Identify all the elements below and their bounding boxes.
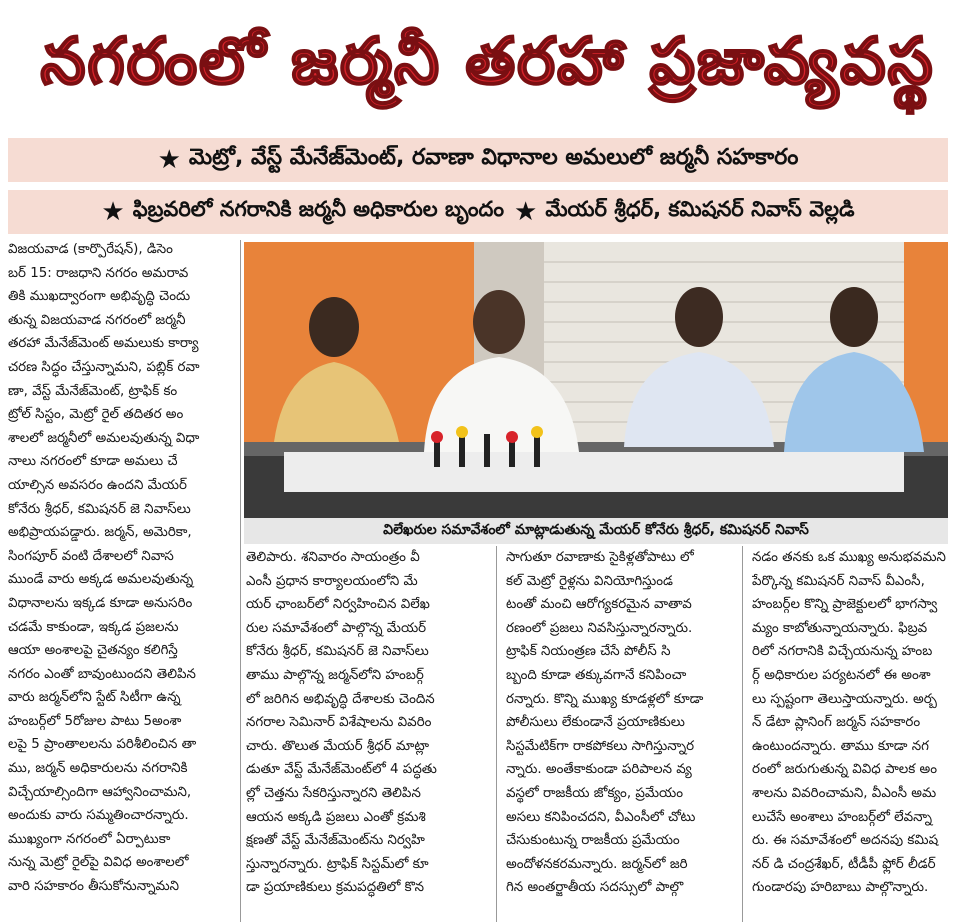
subheading-1: [8, 138, 948, 182]
subheading-3-text: మేయర్ శ్రీధర్, కమిషనర్ నివాస్ వెల్లడి: [545, 197, 855, 221]
article-column-1: విజయవాడ (కార్పొరేషన్), డిసెం బర్ 15: రాజధాని నగరం అమరావ తికి ముఖద్వారంగా అభివృద్ధి చెందు తున్న విజయవాడ నగరంలో జర్మనీ తరహా మేనేజ్‌మెంట్ అమలుకు కార్యా చరణ సిద్ధం చేస్తున్నామని, పబ్లిక్ రవా ణా, వేస్ట్ మేనేజ్‌మెంట్, ట్రాఫిక్ కం ట్రోల్ సిస్టం, మెట్రో రైల్ తదితర అం శాలలో జర్మనీలో అమలవుతున్న విధా నాలు నగరంలో కూడా అమలు చే యాల్సిన అవసరం ఉందని మేయర్ కోనేరు శ్రీధర్, కమిషనర్ జె నివాస్‌లు అభిప్రాయపడ్డారు. జర్మన్, అమెరికా, సింగపూర్ వంటి దేశాలలో నివాస ముండే వారు అక్కడ అమలవుతున్న విధానాలను ఇక్కడ కూడా అనుసరిం చడమే కాకుండా, ఇక్కడ ప్రజలను ఆయా అంశాలపై చైతన్యం కలిగిస్తే నగరం ఎంతో బావుంటుందని తెలిపిన వారు జర్మన్‌లోని స్టేట్ సిటీగా ఉన్న హంబర్గ్‌లో 5రోజుల పాటు 5అంశా లపై 5 ప్రాంతాలలను పరిశీలించిన తా ము, జర్మన్ అధికారులను నగరానికి విచ్చేయాల్సిందిగా ఆహ్వానించామని, అందుకు వారు సమ్మతించారన్నారు. ముఖ్యంగా నగరంలో ఏర్పాటుకా నున్న మెట్రో రైల్‌పై వివిధ అంశాలలో వారి సహకారం తీసుకోనున్నామని: [8, 242, 200, 895]
star-icon: ★: [514, 197, 538, 227]
subheading-1-text: మెట్రో, వేస్ట్ మేనేజ్‌మెంట్, రవాణా విధానాల అమలులో జర్మనీ సహకారం: [188, 145, 799, 170]
headline-text: నగరంలో జర్మనీ తరహా ప్రజావ్యవస్థ: [40, 24, 935, 99]
photo-caption: [244, 518, 948, 544]
star-icon: ★: [101, 197, 125, 227]
article-column-2: తెలిపారు. శనివారం సాయంత్రం వీ ఎంసీ ప్రధాన కార్యాలయంలోని మే యర్ ఛాంబర్‌లో నిర్వహించిన విలేఖ రుల సమావేశంలో పాల్గొన్న మేయర్ కోనేరు శ్రీధర్, కమిషనర్ జె నివాస్‌లు తాము పాల్గొన్న జర్మన్‌లోని హంబర్గ్ లో జరిగిన అభివృద్ధి దేశాలకు చెందిన నగరాల సెమినార్ విశేషాలను వివరిం చారు. తొలుత మేయర్ శ్రీధర్ మాట్లా డుతూ వేస్ట్ మేనేజ్‌మెంట్‌లో 4 పద్ధతు ల్లో చెత్తను సేకరిస్తున్నారని తెలిపిన ఆయన అక్కడి ప్రజలు ఎంతో క్రమశి క్షణతో వేస్ట్ మేనేజ్‌మెంట్‌ను నిర్వహి స్తున్నారన్నారు. ట్రాఫిక్ సిస్టమ్‌లో కూ డా ప్రయాణికులు క్రమపద్ధతిలో కొన: [246, 550, 437, 896]
article-column-3: సాగుతూ రవాణాకు సైకిళ్లతోపాటు లో కల్ మెట్రో రైళ్లను వినియోగిస్తుండ టంతో మంచి ఆరోగ్యకరమైన వాతావ రణంలో ప్రజలు నివసిస్తున్నారన్నారు. ట్రాఫిక్ నియంత్రణ చేసే పోలీస్ సి బ్బంది కూడా తక్కువగానే కనిపించా రన్నారు. కొన్ని ముఖ్య కూడళ్లలో కూడా పోలీసులు లేకుండానే ప్రయాణికులు సిస్టమేటిక్‌గా రాకపోకలు సాగిస్తున్నార న్నారు. అంతేకాకుండా పరిపాలన వ్య వస్థలో రాజకీయ జోక్యం, ప్రమేయం అసలు కనిపించదని, వీఎంసీలో చోటు చేసుకుంటున్న రాజకీయ ప్రమేయం అందోళనకరమన్నారు. జర్మన్‌లో జరి గిన అంతర్జాతీయ సదస్సులో పాల్గొ: [506, 550, 704, 896]
star-icon: ★: [157, 145, 181, 175]
press-conference-photo: [244, 242, 948, 518]
column-divider: [240, 240, 241, 922]
subheading-2-text: ఫిబ్రవరిలో నగరానికి జర్మనీ అధికారుల బృందం: [132, 197, 504, 221]
column-divider: [742, 546, 743, 922]
photo-caption-text: విలేఖరుల సమావేశంలో మాట్లాడుతున్న మేయర్ కోనేరు శ్రీధర్, కమిషనర్ నివాస్: [383, 521, 809, 538]
headline: [0, 0, 975, 138]
article-column-4: నడం తనకు ఒక ముఖ్య అనుభవమని పేర్కొన్న కమిషనర్ నివాస్ వీఎంసీ, హంబర్గ్‌ల కొన్ని ప్రాజెక్టులలో భాగస్వా మ్యం కాబోతున్నాయన్నారు. ఫిబ్రవ రిలో నగరానికి విచ్చేయనున్న హంబ ర్గ్ అధికారుల పర్యటనలో ఈ అంశా లు స్పష్టంగా తెలుస్తాయన్నారు. అర్బ న్ డేటా ప్లానింగ్ జర్మన్ సహకారం ఉంటుందన్నారు. తాము కూడా నగ రంలో జరుగుతున్న వివిధ పాలక అం శాలను వివరించామని, వీఎంసీ అమ లుచేసే అంశాలు హంబర్గ్‌లో లేవన్నా రు. ఈ సమావేశంలో అదనపు కమిష నర్ డి చంద్రశేఖర్, టీడీపీ ఫ్లోర్ లీడర్ గుండారపు హరిబాబు పాల్గొన్నారు.: [752, 550, 946, 896]
subheading-2: [8, 190, 948, 234]
column-divider: [496, 546, 497, 922]
